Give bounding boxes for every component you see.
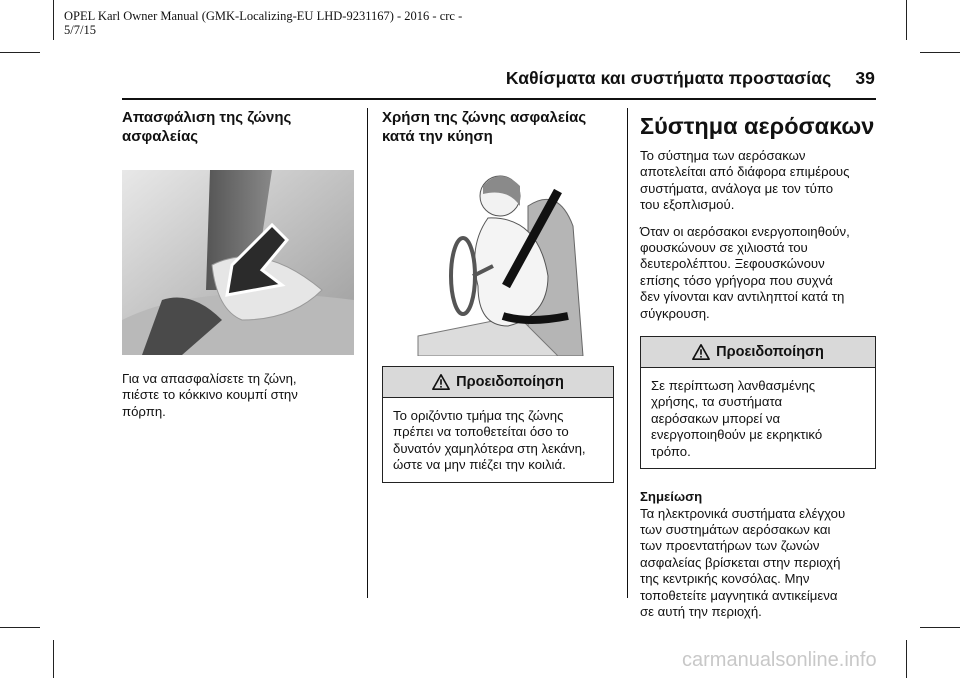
watermark: carmanualsonline.info	[682, 649, 877, 671]
text-line: ενεργοποιηθούν με εκρηκτικό	[651, 427, 823, 443]
warning-icon	[692, 343, 710, 361]
text-line: Το σύστημα των αερόσακων	[640, 148, 806, 163]
section-title: Καθίσματα και συστήματα προστασίας	[505, 68, 832, 88]
heading-line: Απασφάλιση της ζώνης	[122, 109, 292, 126]
text-line: δυνατόν χαμηλότερα στη λεκάνη,	[393, 440, 586, 456]
text-line: δεν γίνονται καν αντιληπτοί κατά τη	[640, 289, 845, 305]
warning-header	[383, 367, 613, 398]
section-heading	[382, 108, 614, 146]
chapter-title: Σύστημα αερόσακων	[640, 113, 875, 139]
crop-mark	[906, 640, 907, 678]
text-line: ώστε να μην πιέζει την κοιλιά.	[393, 457, 566, 473]
warning-box	[640, 336, 876, 469]
text-line: δευτερολέπτου. Ξεφουσκώνουν	[640, 256, 825, 272]
text-line: των προεντατήρων των ζωνών	[640, 538, 820, 554]
page-number: 39	[855, 68, 875, 88]
warning-title: Προειδοποίηση	[456, 374, 564, 390]
print-meta-line: OPEL Karl Owner Manual (GMK-Localizing-EU LHD-9231167) - 2016 - crc -	[64, 9, 463, 23]
text-line: Όταν οι αερόσακοι ενεργοποιηθούν,	[640, 223, 850, 239]
note-text	[640, 506, 876, 621]
text-line: της κεντρικής κονσόλας. Μην	[640, 571, 810, 587]
warning-box	[382, 366, 614, 483]
section-heading	[122, 108, 354, 146]
text-line: αερόσακων μπορεί να	[651, 410, 781, 426]
text-line: των συστημάτων αερόσακων και	[640, 521, 831, 537]
text-line: χρήσης, τα συστήματα	[651, 394, 783, 410]
warning-icon	[432, 373, 450, 391]
text-line: πόρπη.	[122, 403, 166, 419]
print-meta	[64, 9, 524, 37]
text-line: επίσης τόσο γρήγορα που συχνά	[640, 272, 833, 288]
text-line: συστήματα, ανάλογα με τον τύπο	[640, 180, 834, 196]
note-block	[640, 489, 876, 620]
buckle-release-illustration	[122, 170, 354, 355]
text-line: Τα ηλεκτρονικά συστήματα ελέγχου	[640, 505, 846, 521]
header-rule	[122, 98, 876, 100]
text-line: πρέπει να τοποθετείται όσο το	[393, 424, 569, 440]
body-text	[122, 371, 354, 420]
body-text	[640, 224, 876, 322]
crop-mark	[0, 627, 40, 628]
text-line: αποτελείται από διάφορα επιμέρους	[640, 164, 850, 180]
column-divider	[367, 108, 368, 598]
crop-mark	[906, 0, 907, 40]
note-title: Σημείωση	[640, 489, 703, 505]
column-divider	[627, 108, 628, 598]
page-header	[0, 68, 875, 89]
crop-mark	[0, 52, 40, 53]
text-line: Το οριζόντιο τμήμα της ζώνης	[393, 408, 564, 423]
column-unbuckling	[122, 108, 354, 430]
warning-text	[641, 368, 875, 468]
crop-mark	[53, 0, 54, 40]
text-line: σε αυτή την περιοχή.	[640, 603, 762, 619]
text-line: πιέστε το κόκκινο κουμπί στην	[122, 387, 298, 403]
column-pregnancy	[382, 108, 614, 483]
crop-mark	[920, 52, 960, 53]
text-line: ασφαλείας βρίσκεται στην περιοχή	[640, 554, 841, 570]
crop-mark	[53, 640, 54, 678]
heading-line: ασφαλείας	[122, 128, 199, 145]
column-airbags	[640, 108, 876, 630]
print-meta-line: 5/7/15	[64, 23, 96, 37]
text-line: του εξοπλισμού.	[640, 197, 735, 213]
body-text	[640, 148, 876, 214]
text-line: Για να απασφαλίσετε τη ζώνη,	[122, 371, 297, 386]
text-line: Σε περίπτωση λανθασμένης	[651, 378, 816, 394]
heading-line: κατά την κύηση	[382, 128, 493, 145]
text-line: σύγκρουση.	[640, 305, 710, 321]
warning-text	[383, 398, 613, 482]
heading-line: Χρήση της ζώνης ασφαλείας	[382, 109, 587, 126]
text-line: τρόπο.	[651, 443, 691, 459]
warning-header	[641, 337, 875, 368]
text-line: φουσκώνουν σε χιλιοστά του	[640, 240, 808, 256]
pregnant-driver-belt-illustration	[408, 166, 588, 356]
warning-title: Προειδοποίηση	[716, 344, 824, 361]
text-line: τοποθετείτε μαγνητικά αντικείμενα	[640, 587, 838, 603]
crop-mark	[920, 627, 960, 628]
